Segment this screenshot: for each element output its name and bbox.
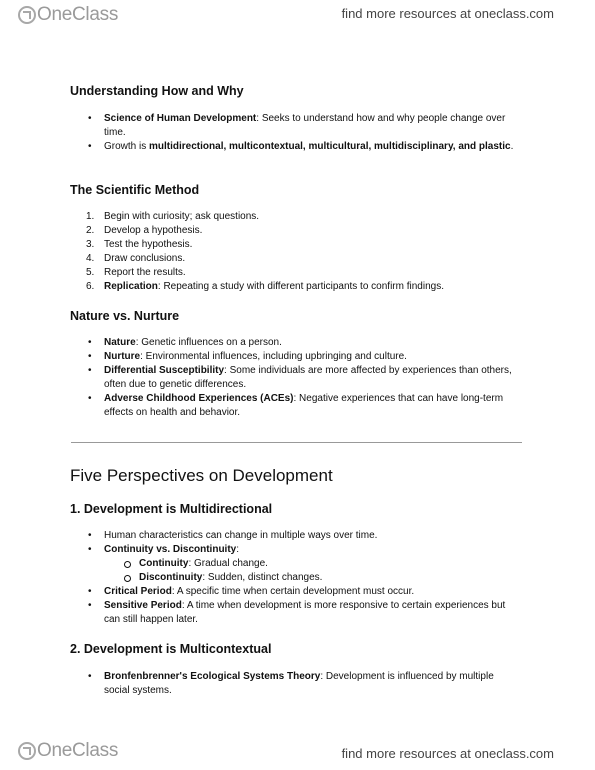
- oneclass-logo-bottom[interactable]: [18, 740, 118, 762]
- list-item: 2. Develop a hypothesis.: [86, 225, 203, 236]
- list-item: • Sensitive Period: A time when development is more responsive to certain experiences but can still happen later.: [104, 599, 514, 627]
- list-item: 3. Test the hypothesis.: [86, 239, 193, 250]
- find-more-link-top[interactable]: find more resources at oneclass.com: [341, 6, 554, 21]
- list-item: • Bronfenbrenner's Ecological Systems Theory: Development is influenced by multiple social systems.: [104, 670, 514, 698]
- list-item: • Human characteristics can change in multiple ways over time.: [104, 529, 514, 543]
- oneclass-logo-icon: [18, 6, 36, 24]
- multidirectional-list-b: [104, 585, 514, 627]
- logo-text: OneClass: [37, 740, 119, 761]
- list-item: 6. Replication: Repeating a study with different participants to confirm findings.: [86, 281, 444, 292]
- heading-five-perspectives: Five Perspectives on Development: [70, 466, 333, 485]
- heading-nature-nurture: Nature vs. Nurture: [70, 309, 180, 323]
- heading-multidirectional: 1. Development is Multidirectional: [70, 502, 273, 516]
- heading-multicontextual: 2. Development is Multicontextual: [70, 642, 272, 656]
- sublist-item: Continuity: Gradual change.: [139, 557, 322, 571]
- list-item: • Nurture: Environmental influences, including upbringing and culture.: [104, 350, 514, 364]
- heading-scientific-method: The Scientific Method: [70, 183, 200, 197]
- list-item: • Differential Susceptibility: Some individuals are more affected by experiences than others, often due to genetic differences.: [104, 364, 514, 392]
- list-item: • Critical Period: A specific time when certain development must occur.: [104, 585, 514, 599]
- find-more-link-bottom[interactable]: find more resources at oneclass.com: [341, 746, 554, 761]
- logo-text: OneClass: [37, 4, 119, 25]
- continuity-sublist: [139, 557, 322, 585]
- nature-list: [104, 336, 514, 420]
- scientific-steps: [86, 210, 514, 294]
- heading-understanding: Understanding How and Why: [70, 84, 244, 98]
- list-item: 1. Begin with curiosity; ask questions.: [86, 211, 260, 222]
- list-item: • Growth is multidirectional, multicontextual, multicultural, multidisciplinary, and plastic.: [104, 140, 514, 154]
- multidirectional-list-a: [104, 529, 514, 557]
- oneclass-logo-icon: [18, 742, 36, 760]
- section-divider: [71, 442, 522, 443]
- list-item: • Adverse Childhood Experiences (ACEs): Negative experiences that can have long-term effects on health and behavior.: [104, 392, 514, 420]
- oneclass-logo-top[interactable]: [18, 4, 118, 26]
- list-item: • Nature: Genetic influences on a person.: [104, 336, 514, 350]
- list-item: • Science of Human Development: Seeks to understand how and why people change over time.: [104, 112, 514, 140]
- sublist-item: Discontinuity: Sudden, distinct changes.: [139, 572, 323, 583]
- understanding-list: [104, 112, 514, 154]
- multicontextual-list: [104, 670, 514, 698]
- list-item: • Continuity vs. Discontinuity:: [104, 543, 514, 557]
- list-item: 5. Report the results.: [86, 267, 186, 278]
- list-item: 4. Draw conclusions.: [86, 253, 186, 264]
